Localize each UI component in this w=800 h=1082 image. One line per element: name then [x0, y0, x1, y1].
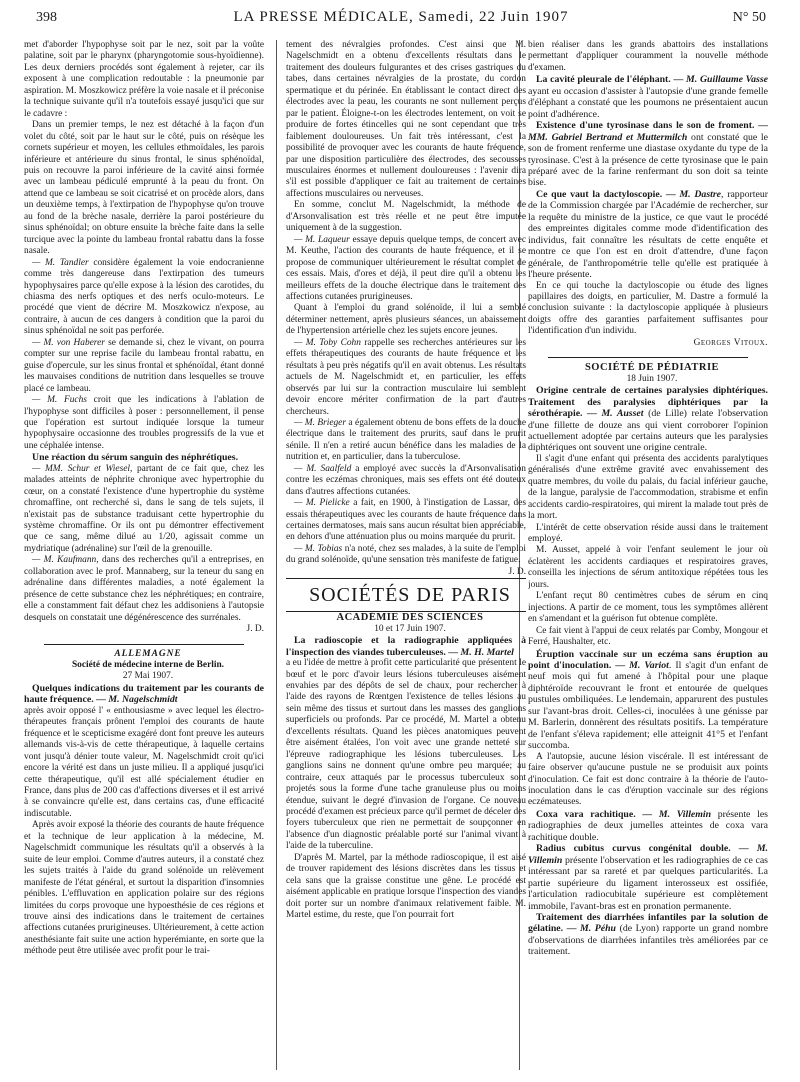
column-right	[528, 40, 768, 1070]
paragraph-text: ayant eu occasion d'assister à l'autopsie d'une grande femelle d'éléphant a constaté que les poumons ne présentaient aucun point d'adhérence.	[528, 85, 768, 120]
divider	[548, 357, 748, 358]
page-number: 398	[36, 10, 57, 25]
signature: J. D.	[246, 624, 264, 635]
paragraph	[286, 418, 526, 464]
paragraph: L'intérêt de cette observation réside aussi dans le traitement employé.	[528, 522, 768, 545]
paragraph: après avoir opposé l' « enthousiasme » avec lequel les électro-thérapeutes français prônent l'emploi des courants de haute fréquence et le scepticisme exagéré dont font preuve les auteurs allemands vis-à-vis de cette thérapeutique, à laquelle certains vont jusqu'à dénier toute valeur, M. Nagelschmidt croit qu'ici encore la vérité est dans un juste milieu. Il a appliqué jusqu'ici cette thérapeutique, qu'il est allé spécialement étudier en France, dans plus de 200 cas d'affections diverses et il est arrivé à se convaincre qu'elle est, dans certains cas, d'une efficacité indiscutable.	[24, 705, 264, 819]
column-divider	[276, 40, 277, 1070]
heading-text: Ce que vaut la dactyloscopie.	[536, 188, 663, 200]
author: — M. Villemin	[642, 808, 712, 820]
paragraph	[24, 395, 264, 452]
paragraph-text: croit que les indications à l'ablation de l'hypophyse sont difficiles à poser : personnellement, il pense que l'opération est surtout indiquée lorsque la tumeur hypophysaire occasionne des troubles progressifs de la vue et une céphalée intense.	[24, 395, 264, 451]
column-left	[24, 40, 264, 1070]
paragraph-text: a employé avec succès la d'Arsonvalisation contre les eczémas chroniques, mais ses effets ont été douteux dans d'autres affections cutanées.	[286, 463, 526, 497]
author: — M. Tandler	[32, 257, 89, 268]
author: — M. Péhu	[566, 923, 617, 935]
author: — M. Nagelschmidt	[96, 694, 178, 706]
paragraph: En somme, conclut M. Nagelschmidt, la méthode de d'Arsonvalisation est très réelle et ne peut être imputée uniquement à de la suggestion.	[286, 200, 526, 234]
author: — M. Tobias	[294, 543, 343, 554]
paragraph-text: . Il s'agit d'un enfant de neuf mois qui fut amené à l'hôpital pour une plaque diphtéroïde recouvrant le front et entourée de quelques pustules ombiliquées. Le lendemain, apparurent des pustules sur l'avant-bras droit. Celles-ci, inoculées à une génisse par M. Barlerin, donnèrent des résultats positifs. La température de l'enfant s'éleva rapidement; elle atteignit 41°5 et l'enfant succomba.	[528, 660, 768, 752]
author: — M. Saalfeld	[294, 463, 352, 474]
heading-text: Quelques indications du traitement par les courants de haute fréquence.	[24, 682, 264, 706]
article-heading	[528, 649, 768, 752]
author: — M. Pielicke	[294, 498, 350, 509]
author: — M. von Haberer	[32, 337, 105, 348]
paragraph-text: rappelle ses recherches antérieures sur les effets thérapeutiques des courants de haute fréquence et les résultats à peu près négatifs qu'il en avait obtenus. Les résultats actuels de M. Nagelschmidt et, en particulier, les effets observés par lui sur la contraction musculaire lui semblent devoir encore mériter confirmation de la part d'autres chercheurs.	[286, 337, 526, 417]
paragraph: met d'aborder l'hypophyse soit par le nez, soit par la voûte palatine, soit par le pharynx (pharyngotomie sous-hyoïdienne). Les deux derniers procédés sont également à rejeter, car ils exposent à une complication redoutable : la pneumonie par aspiration. M. Moszkowicz préfère la voie nasale et il préconise la technique suivante qu'il n'a toutefois essayé jusqu'ici que sur le cadavre :	[24, 40, 264, 119]
paragraph: M. Ausset, appelé à voir l'enfant seulement le jour où éclatèrent les accidents cardiaques et respiratoires graves, conseilla les injections de sérum antitoxique répétées tous les jours.	[528, 545, 768, 590]
article-heading	[528, 120, 768, 189]
paragraph-text: a fait, en 1900, à l'instigation de Lassar, des essais thérapeutiques avec les courants de haute fréquence dans certaines dermatoses, mais sans aucun résultat bien appréciable, en dehors d'une atténuation plus ou moins marquée du prurit.	[286, 498, 526, 543]
author: — MM. Schur et Wiesel	[32, 463, 130, 474]
paragraph: En ce qui touche la dactyloscopie ou étude des lignes papillaires des doigts, en particulier, M. Dastre a formulé la conclusion suivante : la dactyloscopie appliquée à plusieurs doigts offre des garanties parfaitement suffisantes pour l'identification d'un individu.	[528, 280, 768, 337]
divider	[44, 644, 244, 645]
paragraph: bien réaliser dans les grands abattoirs des installations permettant d'appliquer couramment la nouvelle méthode d'examen.	[528, 40, 768, 73]
heading-text: La radioscopie et la radiographie appliquées à l'inspection des viandes tuberculeuses.	[286, 635, 526, 658]
paragraph: L'enfant reçut 80 centimètres cubes de sérum en cinq injections. A partir de ce moment, tous les symptômes allèrent en s'amendant et la guérison fut obtenue complète.	[528, 591, 768, 625]
heading-text: Radius cubitus curvus congénital double.	[536, 843, 731, 855]
paragraph	[24, 338, 264, 395]
issue-number: N° 50	[732, 10, 766, 25]
article-heading	[528, 912, 768, 958]
society-heading: SOCIÉTÉ DE PÉDIATRIE	[584, 362, 720, 374]
signature: Georges Vitoux.	[693, 337, 768, 348]
article-heading	[528, 809, 768, 843]
paragraph: Quant à l'emploi du grand solénoïde, il lui a semblé déterminer nettement, après plusieurs séances, un abaissement de l'hypertension artérielle chez les sujets encore jeunes.	[286, 303, 526, 337]
heading-text: Origine centrale de certaines paralysies diphtériques. Traitement des paralysies diphtériques par la sérothérapie.	[528, 385, 768, 420]
paragraph: Il s'agit d'une enfant qui présenta des accidents paralytiques généralisés d'une extrême gravité avec envahissement des quatre membres, du voile du palais, du facial inférieur gauche, de la langue, paralysie de l'accommodation, strabisme et enfin accidents cardio-respiratoires, qui mirent la malade tout près de la mort.	[528, 453, 768, 522]
article-heading	[24, 683, 264, 706]
article-heading	[528, 843, 768, 912]
heading-text: Existence d'une tyrosinase dans le son de froment.	[536, 120, 755, 132]
author: — M. Laqueur	[294, 234, 350, 245]
column-middle	[286, 40, 526, 1070]
paragraph-text: a également obtenu de bons effets de la douche électrique dans le traitement des prurits, sauf dans le prurit sénile. Il n'en a retiré aucun bénéfice dans les maladies de la nutrition et, en particulier, dans la tuberculose.	[286, 417, 526, 463]
country-heading: ALLEMAGNE	[114, 648, 182, 659]
paragraph	[286, 235, 526, 304]
paragraph-text: présente les radiographies de deux jumelles atteintes de coxa vara rachitique double.	[528, 808, 768, 843]
journal-title: LA PRESSE MÉDICALE, Samedi, 22 Juin 1907	[233, 9, 569, 25]
section-title: SOCIÉTÉS DE PARIS	[286, 578, 526, 612]
academy-heading: ACADÉMIE DES SCIENCES	[336, 612, 484, 624]
paragraph-text: , dans des recherches qu'il a entreprises, en collaboration avec le prof. Mannaberg, sur la teneur du sang en adrénaline dans différentes maladies, a noté également la présence de cette substance chez les néphrétiques; en contraire, elle a constamment fait défaut chez les addisoniens à l'autopsie desquels on constatait une dégénérescence des surrénales.	[24, 555, 264, 623]
paragraph-text: se demande si, chez le vivant, on pourra compter sur une reprise facile du lambeau frontal rabattu, en guise d'opercule, sur les sinus frontal et sphénoïdal, étant donné les mauvaises conditions de nutrition dans lesquelles se trouve placé ce lambeau.	[24, 337, 264, 394]
author: — MM. Gabriel Bertrand et Muttermilch	[528, 120, 768, 143]
article-heading	[528, 189, 768, 281]
article-heading	[286, 635, 526, 658]
article-heading	[528, 385, 768, 454]
author: — M. Dastre	[665, 188, 722, 200]
society-name: Société de médecine interne de Berlin.	[71, 660, 225, 671]
paragraph-text: considère également la voie endocranienne comme très dangereuse dans l'extirpation des tumeurs hypophysaires parce qu'elle expose à la lésion des carotides, du chiasma des nerfs optiques et des nerfs oculo-moteurs. Le procédé que vient de décrire M. Moszkowicz n'expose, au contraire, à aucun de ces dangers à condition que la paroi du sinus sphénoïdal ne soit pas perforée.	[24, 257, 264, 337]
signature: J. D.	[508, 566, 526, 577]
paragraph: A l'autopsie, aucune lésion viscérale. Il est intéressant de faire observer qu'aucune pustule ne se produisit aux points d'inoculation. Ce fait est donc contraire à la théorie de l'auto-inoculation dans le cas d'éruption vaccinale sur des régions eczémateuses.	[528, 751, 768, 808]
paragraph	[24, 258, 264, 338]
paragraph	[24, 464, 264, 556]
author: — M. Kaufmann	[32, 555, 97, 566]
paragraph: D'après M. Martel, par la méthode radioscopique, il est aisé de trouver rapidement des lésions discrètes dans les tissus et cela sans que la graisse constitue une gêne. Le procédé est aisément applicable en pratique lorsque l'inspection des viandes doit porter sur un nombre d'animaux relativement faible. M. Martel estime, du reste, que l'on pourrait fort	[286, 852, 526, 921]
paragraph-text: , rapporteur de la Commission chargée par l'Académie de rechercher, sur la requête du ministre de la justice, ce que vaut le procédé des empreintes digitales comme mode d'identification des individus, fait connaître les résultats de cette enquête et montre ce que l'on est en droit d'attendre, d'une façon générale, de l'anthropométrie telle qu'elle est pratiquée à l'heure présente.	[528, 188, 768, 281]
paragraph	[24, 555, 264, 624]
paragraph: tement des névralgies profondes. C'est ainsi que M. Nagelschmidt en a obtenu d'excellents résultats dans le traitement des douleurs fulgurantes et des crises gastriques du tabes, dans certaines névralgies de la prostate, du cordon spermatique et du périnée. En établissant le contact direct des électrodes avec la peau, les courants ne sont nullement perçus par le patient. Éloigne-t-on les électrodes lentement, on voit se produire de fortes étincelles qui ne sont cependant que très faiblement douloureuses. Un fait très intéressant, c'est la possibilité de provoquer avec les courants de haute fréquence, par une disposition particulière des électrodes, des secousses musculaires énormes et nullement douloureuses : l'avenir dira s'il est possible d'appliquer ce fait au traitement de certaines affections musculaires ou nerveuses.	[286, 40, 526, 199]
author: — M. Variot	[615, 660, 669, 672]
paragraph	[286, 544, 526, 567]
author: — M. Fuchs	[32, 395, 87, 406]
paragraph-text: présente l'observation et les radiographies de ce cas intéressant par sa rareté et par quelques particularités. La partie supérieure du ligament interosseux est ossifiée, l'articulation radiocubitale supérieure est complètement immobile, l'avant-bras est en pronation permanente.	[528, 854, 768, 912]
session-date: 18 Juin 1907.	[626, 373, 678, 384]
paragraph-text: (de Lyon) rapporte un grand nombre d'observations de diarrhées infantiles très améliorées par ce traitement.	[528, 923, 768, 958]
paragraph-text: (de Lille) relate l'observation d'une fillette de douze ans qui vient corroborer l'opinion actuellement adoptée par certains auteurs que les paralysies diphtériques ont souvent une origine centrale.	[528, 408, 768, 454]
author: — M. Ausset	[587, 408, 644, 420]
author: — M. Toby Cohn	[294, 337, 361, 348]
paragraph	[286, 464, 526, 498]
heading-text: Traitement des diarrhées infantiles par la solution de gélatine.	[528, 911, 768, 935]
paragraph-text: essaye depuis quelque temps, de concert avec M. Keuthe, l'action des courants de haute fréquence, et il se propose de communiquer ultérieurement le résultat complet de ces essais. Mais, d'ores et déjà, il peut dire qu'il a obtenu les meilleurs effets de la douche électrique dans le traitement des affections cutanées prurigineuses.	[286, 234, 526, 302]
paragraph-text: ont constaté que le son de froment renferme une diastase oxydante du type de la tyrosinase. C'est à la présence de cette tyrosinase que le pain préparé avec de la farine renfermant du son doit sa teinte bise.	[528, 131, 768, 189]
paragraph: Après avoir exposé la théorie des courants de haute fréquence et la technique de leur application à la médecine, M. Nagelschmidt communique les résultats qu'il a observés à la suite de leur emploi. Comme d'autres auteurs, il a constaté chez les sujets traités à l'aide du grand solénoïde un relèvement manifeste de l'état général, et surtout la disparition d'insomnies pénibles. L'effluvation en application polaire sur des régions limitées du corps provoque une hypoesthésie de ces régions et trouve ainsi des indications dans le traitement de certaines affections cutanées prurigineuses. Ultérieurement, à cette action anesthésiante fait suite une action hyperémiante, en sorte que la méthode peut être utilisée avec profit pour le trai-	[24, 820, 264, 957]
article-heading: Une réaction du sérum sanguin des néphrétiques.	[32, 452, 239, 464]
session-date: 27 Mai 1907.	[122, 671, 174, 682]
heading-text: Coxa vara rachitique.	[536, 808, 636, 820]
author: — M. Guillaume Vasse	[673, 74, 768, 86]
author: — M. Villemin	[528, 843, 768, 866]
article-heading	[528, 74, 768, 120]
author: — M. H. Martel	[448, 646, 514, 658]
author: — M. Brieger	[294, 417, 346, 428]
paragraph-text: n'a noté, chez ses malades, à la suite de l'emploi du grand solénoïde, qu'une sensation très manifeste de fatigue.	[286, 543, 526, 566]
paragraph	[286, 498, 526, 544]
session-date: 10 et 17 Juin 1907.	[374, 623, 446, 634]
paragraph	[286, 338, 526, 418]
paragraph: Ce fait vient à l'appui de ceux relatés par Comby, Mongour et Ferré, Haushalter, etc.	[528, 625, 768, 648]
heading-text: Éruption vaccinale sur un eczéma sans éruption au point d'inoculation.	[528, 648, 768, 672]
paragraph: a eu l'idée de mettre à profit cette particularité que présentent le bœuf et le porc d'avoir leurs lésions tuberculeuses aisément envahies par des dépôts de sel de chaux, pour rechercher à l'aide des rayons de Rœntgen l'existence de telles lésions au sein même des tissus et surtout dans les masses des ganglions superficiels ou profonds. Par ce procédé, M. Martel a obtenu d'excellents résultats. Quand les pièces anatomiques peuvent être aisément étalées, l'on voit avec une grande netteté sur l'épreuve radiographique les lésions tuberculeuses. Les ganglions sains ne donnent qu'une ombre peu marquée; au contraire, ceux attaqués par le processus tuberculeux sont projetés sous la forme d'une tache granuleuse plus ou moins étendue, suivant le degré d'invasion de l'organe. Ce nouveau procédé d'examen est précieux parce qu'il permet de déceler des foyers tuberculeux que rien ne permettait de soupçonner en l'absence d'un diagnostic préalable porté sur l'animal vivant à l'aide de la tuberculine.	[286, 658, 526, 852]
page-header	[36, 8, 766, 30]
heading-text: La cavité pleurale de l'éléphant.	[536, 74, 671, 86]
paragraph: Dans un premier temps, le nez est détaché à la façon d'un volet du côté, soit par le haut sur le côté, puis on résèque les cornets supérieur et moyen, les cellules ethmoïdales, les parois inférieure et antérieure du sinus frontal, le sinus sphénoïdal, puis on recouvre la paroi inférieure de la cavité ainsi formée avec un lambeau pédiculé emprunté à la peau du front. On attend que ce lambeau se soit cicatrisé et on procède alors, dans un deuxième temps, à l'extirpation de l'hypophyse qu'on trouve au fond de la brèche nasale, derrière la paroi postérieure du sinus sphénoïdal; on obture ensuite la brèche faite dans la selle turcique avec la pointe du lambeau frontal rabattu dans la fosse nasale.	[24, 120, 264, 257]
paragraph-text: , partant de ce fait que, chez les malades atteints de néphrite chronique avec hypertrophie du cœur, on a constaté l'existence d'une hypertrophie du système chromaffine, ont recherché si, dans le sang de tels sujets, il n'existait pas de substance traduisant cette hypertrophie du système chromaffine. Or ils ont pu démontrer effectivement que ce sang, même dilué au 1/20, agissait comme un mydriatique (adrénaline) sur l'œil de la grenouille.	[24, 463, 264, 554]
